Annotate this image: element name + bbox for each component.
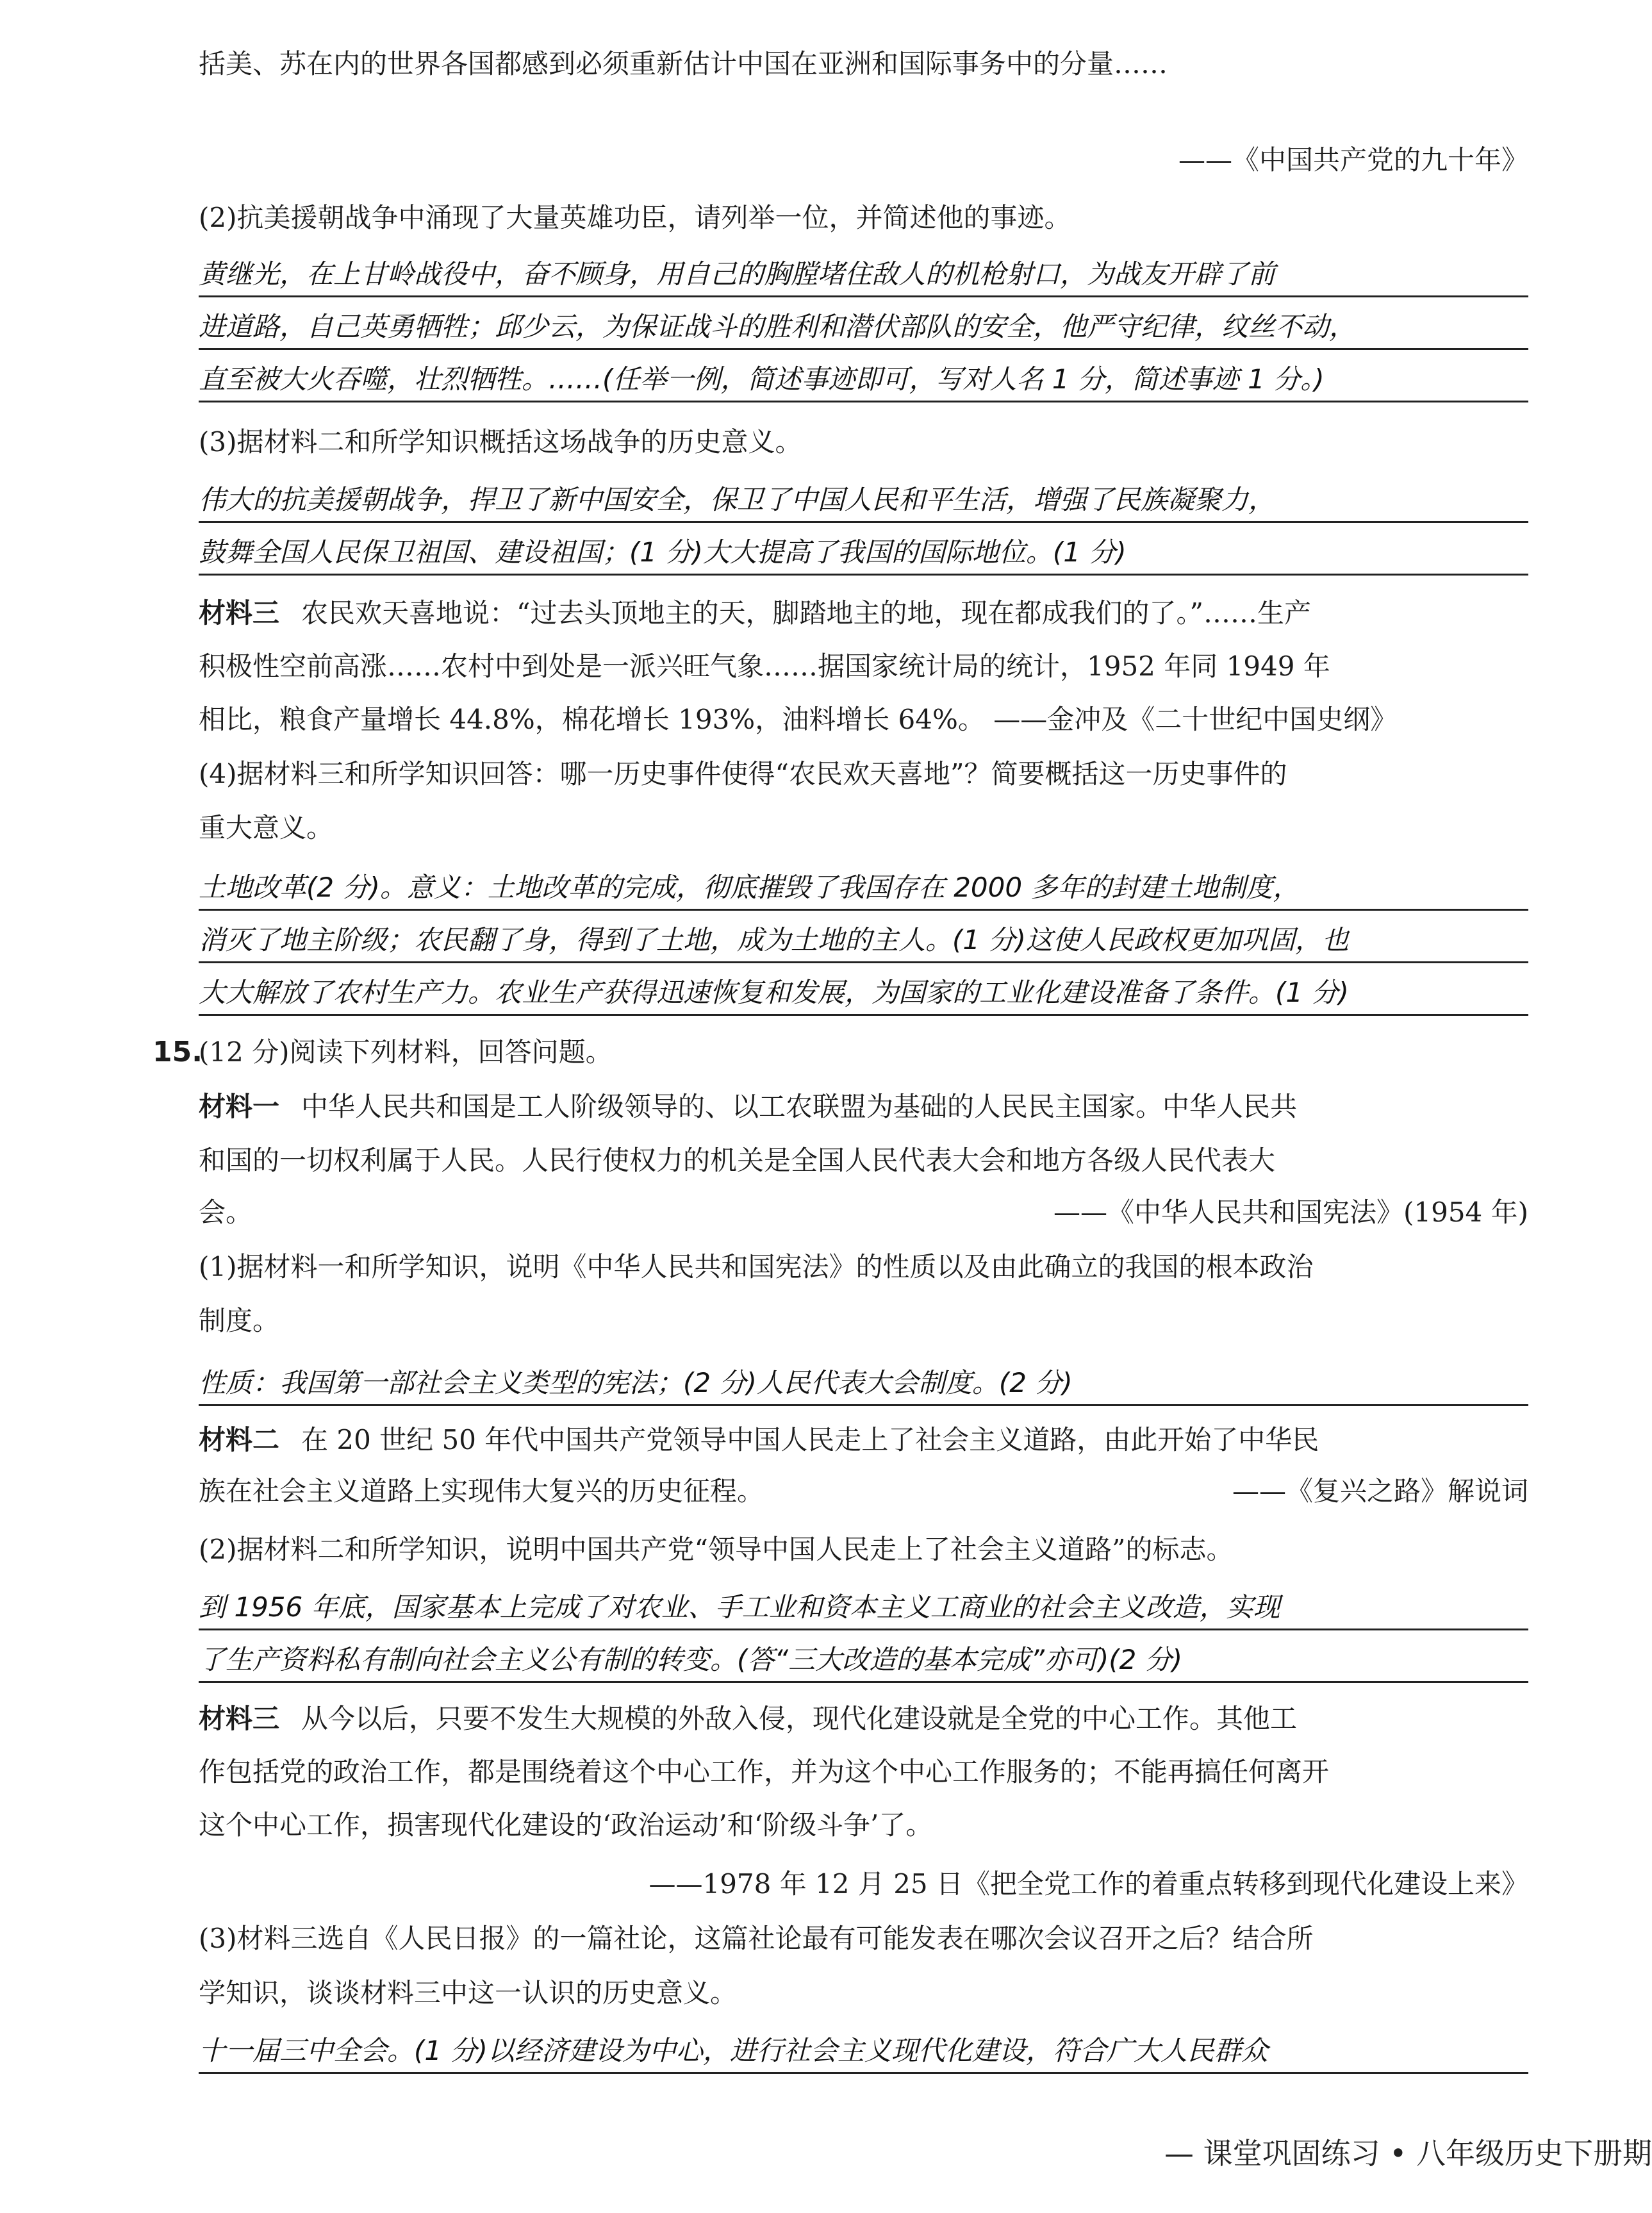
material-label: 材料一 (199, 1091, 280, 1122)
question-1: (1)据材料一和所学知识，说明《中华人民共和国宪法》的性质以及由此确立的我国的根本政治 (199, 1251, 1314, 1282)
answer-line: 黄继光，在上甘岭战役中，奋不顾身，用自己的胸膛堵住敌人的机枪射口，为战友开辟了前 (199, 258, 1276, 290)
question-number: 15. (153, 1036, 202, 1068)
text-line: 作包括党的政治工作，都是围绕着这个中心工作，并为这个中心工作服务的；不能再搞任何离开 (199, 1756, 1330, 1787)
text-line: 重大意义。 (199, 812, 334, 843)
material-text: 中华人民共和国是工人阶级领导的、以工农联盟为基础的人民民主国家。中华人民共 (301, 1091, 1298, 1122)
source-citation: ——《中国共产党的九十年》 (1178, 144, 1528, 176)
text-line: 这个中心工作，损害现代化建设的‘政治运动’和‘阶级斗争’了。 (199, 1809, 933, 1841)
question-4: (4)据材料三和所学知识回答：哪一历史事件使得“农民欢天喜地”？简要概括这一历史事件的 (199, 758, 1287, 790)
answer-underline (199, 2072, 1528, 2074)
source-citation: ——《中华人民共和国宪法》(1954 年) (1053, 1197, 1528, 1228)
text-line: 族在社会主义道路上实现伟大复兴的历史征程。 (199, 1475, 764, 1507)
material-3b-line (199, 1700, 1528, 1738)
answer-underline (199, 961, 1528, 963)
material-text: 在 20 世纪 50 年代中国共产党领导中国人民走上了社会主义道路，由此开始了中华民 (301, 1424, 1319, 1455)
page-footer: — 课堂巩固练习 • 八年级历史下册期 (1164, 2136, 1652, 2171)
text-line: 和国的一切权利属于人民。人民行使权力的机关是全国人民代表大会和地方各级人民代表大 (199, 1145, 1276, 1176)
source-citation: ——1978 年 12 月 25 日《把全党工作的着重点转移到现代化建设上来》 (648, 1868, 1528, 1900)
answer-underline (199, 1014, 1528, 1016)
answer-line: 大大解放了农村生产力。农业生产获得迅速恢复和发展，为国家的工业化建设准备了条件。(1 分) (199, 977, 1349, 1008)
material-label: 材料三 (199, 597, 280, 629)
answer-line: 十一届三中全会。(1 分)以经济建设为中心，进行社会主义现代化建设，符合广大人民群众 (199, 2035, 1268, 2066)
question-3b: (3)材料三选自《人民日报》的一篇社论，这篇社论最有可能发表在哪次会议召开之后？结合所 (199, 1923, 1314, 1954)
material-2-line (199, 1421, 1528, 1459)
answer-line: 进道路，自己英勇牺牲；邱少云，为保证战斗的胜利和潜伏部队的安全，他严守纪律，纹丝不动， (199, 311, 1357, 342)
text-line: 积极性空前高涨……农村中到处是一派兴旺气象……据国家统计局的统计，1952 年同 1949 年 (199, 651, 1330, 682)
material-1-line (199, 1088, 1528, 1126)
answer-line: 鼓舞全国人民保卫祖国、建设祖国；(1 分)大大提高了我国的国际地位。(1 分) (199, 536, 1127, 568)
question-15-stem: (12 分)阅读下列材料，回答问题。 (199, 1036, 613, 1068)
material-label: 材料二 (199, 1424, 280, 1455)
question-2b: (2)据材料二和所学知识，说明中国共产党“领导中国人民走上了社会主义道路”的标志。 (199, 1534, 1234, 1565)
answer-line: 直至被大火吞噬，壮烈牺牲。……(任举一例，简述事迹即可，写对人名 1 分，简述事迹 1 分。) (199, 363, 1325, 395)
question-3: (3)据材料二和所学知识概括这场战争的历史意义。 (199, 426, 802, 458)
material-text: 从今以后，只要不发生大规模的外敌入侵，现代化建设就是全党的中心工作。其他工 (301, 1703, 1298, 1734)
text-line: 会。 (199, 1197, 253, 1228)
answer-line: 伟大的抗美援朝战争，捍卫了新中国安全，保卫了中国人民和平生活，增强了民族凝聚力， (199, 484, 1276, 515)
answer-underline (199, 1681, 1528, 1683)
answer-underline (199, 348, 1528, 350)
material-text: 农民欢天喜地说：“过去头顶地主的天，脚踏地主的地，现在都成我们的了。”……生产 (301, 597, 1311, 629)
answer-underline (199, 521, 1528, 523)
material-3-line (199, 594, 1528, 633)
text-line: 括美、苏在内的世界各国都感到必须重新估计中国在亚洲和国际事务中的分量…… (199, 48, 1168, 79)
source-citation: ——《复兴之路》解说词 (1232, 1475, 1528, 1507)
question-2: (2)抗美援朝战争中涌现了大量英雄功臣，请列举一位，并简述他的事迹。 (199, 202, 1071, 233)
answer-line: 性质：我国第一部社会主义类型的宪法；(2 分)人民代表大会制度。(2 分) (199, 1367, 1073, 1398)
answer-line: 土地改革(2 分)。意义：土地改革的完成，彻底摧毁了我国存在 2000 多年的封建土地制度， (199, 872, 1300, 903)
answer-line: 了生产资料私有制向社会主义公有制的转变。(答“三大改造的基本完成”亦可)(2 分) (199, 1644, 1183, 1675)
text-line: 学知识，谈谈材料三中这一认识的历史意义。 (199, 1977, 738, 2009)
answer-underline (199, 401, 1528, 402)
text-line: 相比，粮食产量增长 44.8%，棉花增长 193%，油料增长 64%。 ——金冲及《二十世纪中国史纲》 (199, 704, 1398, 735)
answer-underline (199, 574, 1528, 576)
material-label: 材料三 (199, 1703, 280, 1734)
text-line: 制度。 (199, 1305, 280, 1336)
answer-line: 到 1956 年底，国家基本上完成了对农业、手工业和资本主义工商业的社会主义改造，实现 (199, 1591, 1280, 1623)
answer-line: 消灭了地主阶级；农民翻了身，得到了土地，成为土地的主人。(1 分)这使人民政权更加巩固，也 (199, 924, 1349, 956)
answer-underline (199, 295, 1528, 297)
answer-underline (199, 909, 1528, 911)
answer-underline (199, 1404, 1528, 1406)
answer-underline (199, 1629, 1528, 1630)
